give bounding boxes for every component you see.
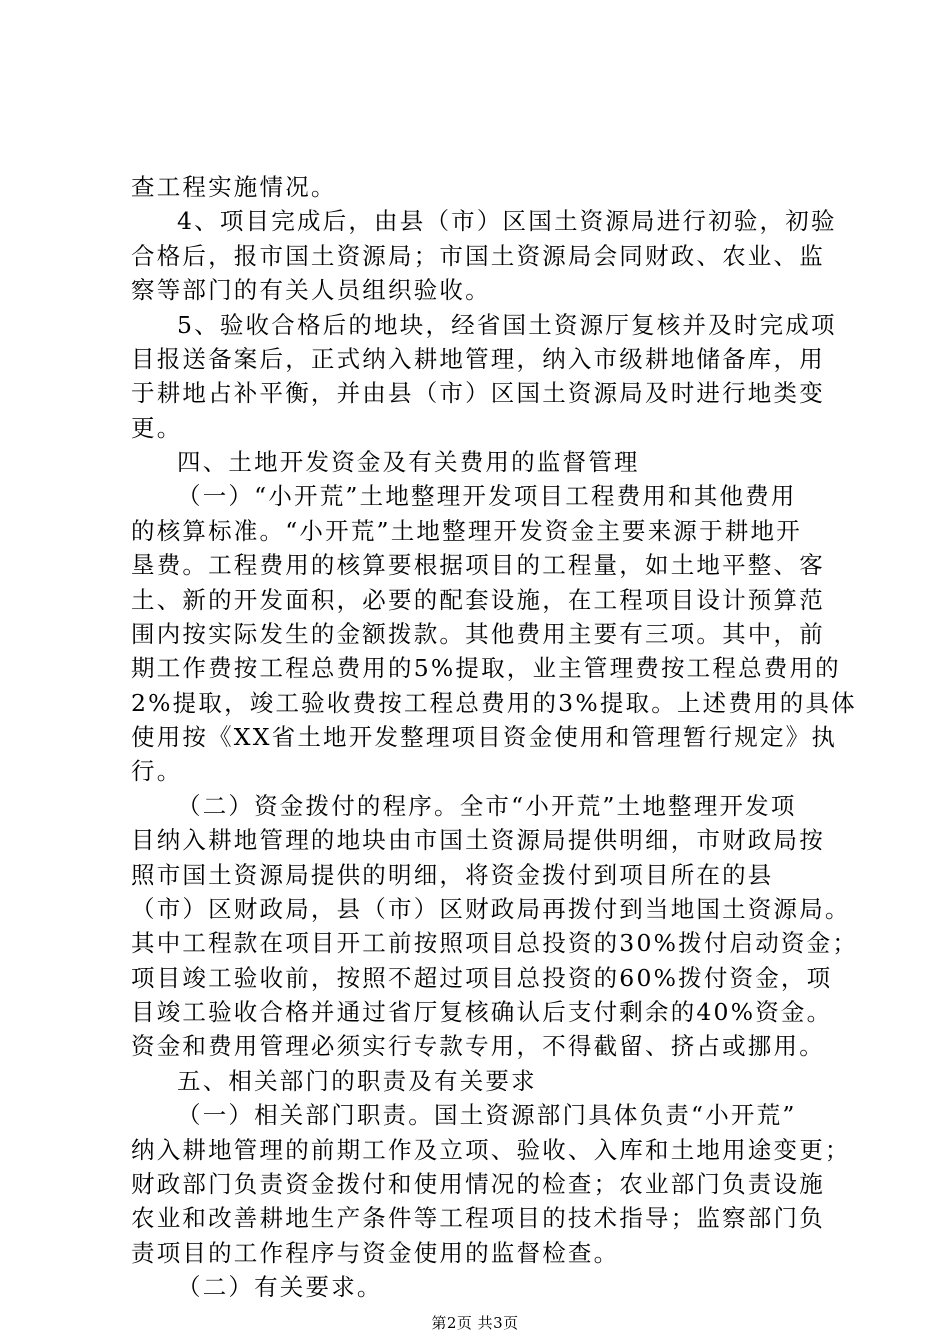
body-text-line: （二）有关要求。	[177, 1273, 383, 1301]
body-text-line: 财政部门负责资金拨付和使用情况的检查；农业部门负责设施	[131, 1170, 825, 1198]
body-text-line: （二）资金拨付的程序。全市“小开荒”土地整理开发项	[177, 792, 797, 820]
body-text-line: （市）区财政局，县（市）区财政局再拨付到当地国土资源局。	[131, 895, 851, 923]
body-text-line: （一）相关部门职责。国土资源部门具体负责“小开荒”	[177, 1101, 797, 1129]
body-text-line: 使用按《XX省土地开发整理项目资金使用和管理暂行规定》执	[131, 723, 838, 751]
body-text-line: 项目竣工验收前，按照不超过项目总投资的60%拨付资金，项	[131, 964, 833, 992]
body-text-line: 围内按实际发生的金额拨款。其他费用主要有三项。其中，前	[131, 620, 825, 648]
body-text-line: 垦费。工程费用的核算要根据项目的工程量，如土地平整、客	[131, 551, 825, 579]
body-text-line: 察等部门的有关人员组织验收。	[131, 276, 491, 304]
body-text-line: 查工程实施情况。	[131, 173, 337, 201]
body-text-line: 目报送备案后，正式纳入耕地管理，纳入市级耕地储备库，用	[131, 345, 825, 373]
body-text-line: 农业和改善耕地生产条件等工程项目的技术指导；监察部门负	[131, 1204, 825, 1232]
body-text-line: 土、新的开发面积，必要的配套设施，在工程项目设计预算范	[131, 586, 825, 614]
body-text-line: 目纳入耕地管理的地块由市国土资源局提供明细，市财政局按	[131, 826, 825, 854]
body-text-line: 合格后，报市国土资源局；市国土资源局会同财政、农业、监	[131, 242, 825, 270]
body-text-line: 责项目的工作程序与资金使用的监督检查。	[131, 1239, 620, 1267]
body-text-line: 的核算标准。“小开荒”土地整理开发资金主要来源于耕地开	[131, 517, 802, 545]
body-text-line: 行。	[131, 757, 183, 785]
page-number-footer: 第2页 共3页	[431, 1314, 519, 1332]
body-text-line: 4、项目完成后，由县（市）区国土资源局进行初验，初验	[177, 207, 837, 235]
body-text-line: 2%提取，竣工验收费按工程总费用的3%提取。上述费用的具体	[131, 689, 857, 717]
body-text-line: 纳入耕地管理的前期工作及立项、验收、入库和土地用途变更；	[131, 1136, 851, 1164]
body-text-line: （一）“小开荒”土地整理开发项目工程费用和其他费用	[177, 482, 797, 510]
section-heading: 五、相关部门的职责及有关要求	[177, 1067, 537, 1095]
body-text-line: 于耕地占补平衡，并由县（市）区国土资源局及时进行地类变	[131, 379, 825, 407]
body-text-line: 其中工程款在项目开工前按照项目总投资的30%拨付启动资金；	[131, 929, 859, 957]
body-text-line: 期工作费按工程总费用的5%提取，业主管理费按工程总费用的	[131, 654, 841, 682]
body-text-line: 照市国土资源局提供的明细，将资金拨付到项目所在的县	[131, 861, 774, 889]
body-text-line: 更。	[131, 414, 183, 442]
body-text-line: 资金和费用管理必须实行专款专用，不得截留、挤占或挪用。	[131, 1032, 825, 1060]
body-text-line: 5、验收合格后的地块，经省国土资源厅复核并及时完成项	[177, 311, 837, 339]
section-heading: 四、土地开发资金及有关费用的监督管理	[177, 448, 640, 476]
body-text-line: 目竣工验收合格并通过省厅复核确认后支付剩余的40%资金。	[131, 998, 833, 1026]
